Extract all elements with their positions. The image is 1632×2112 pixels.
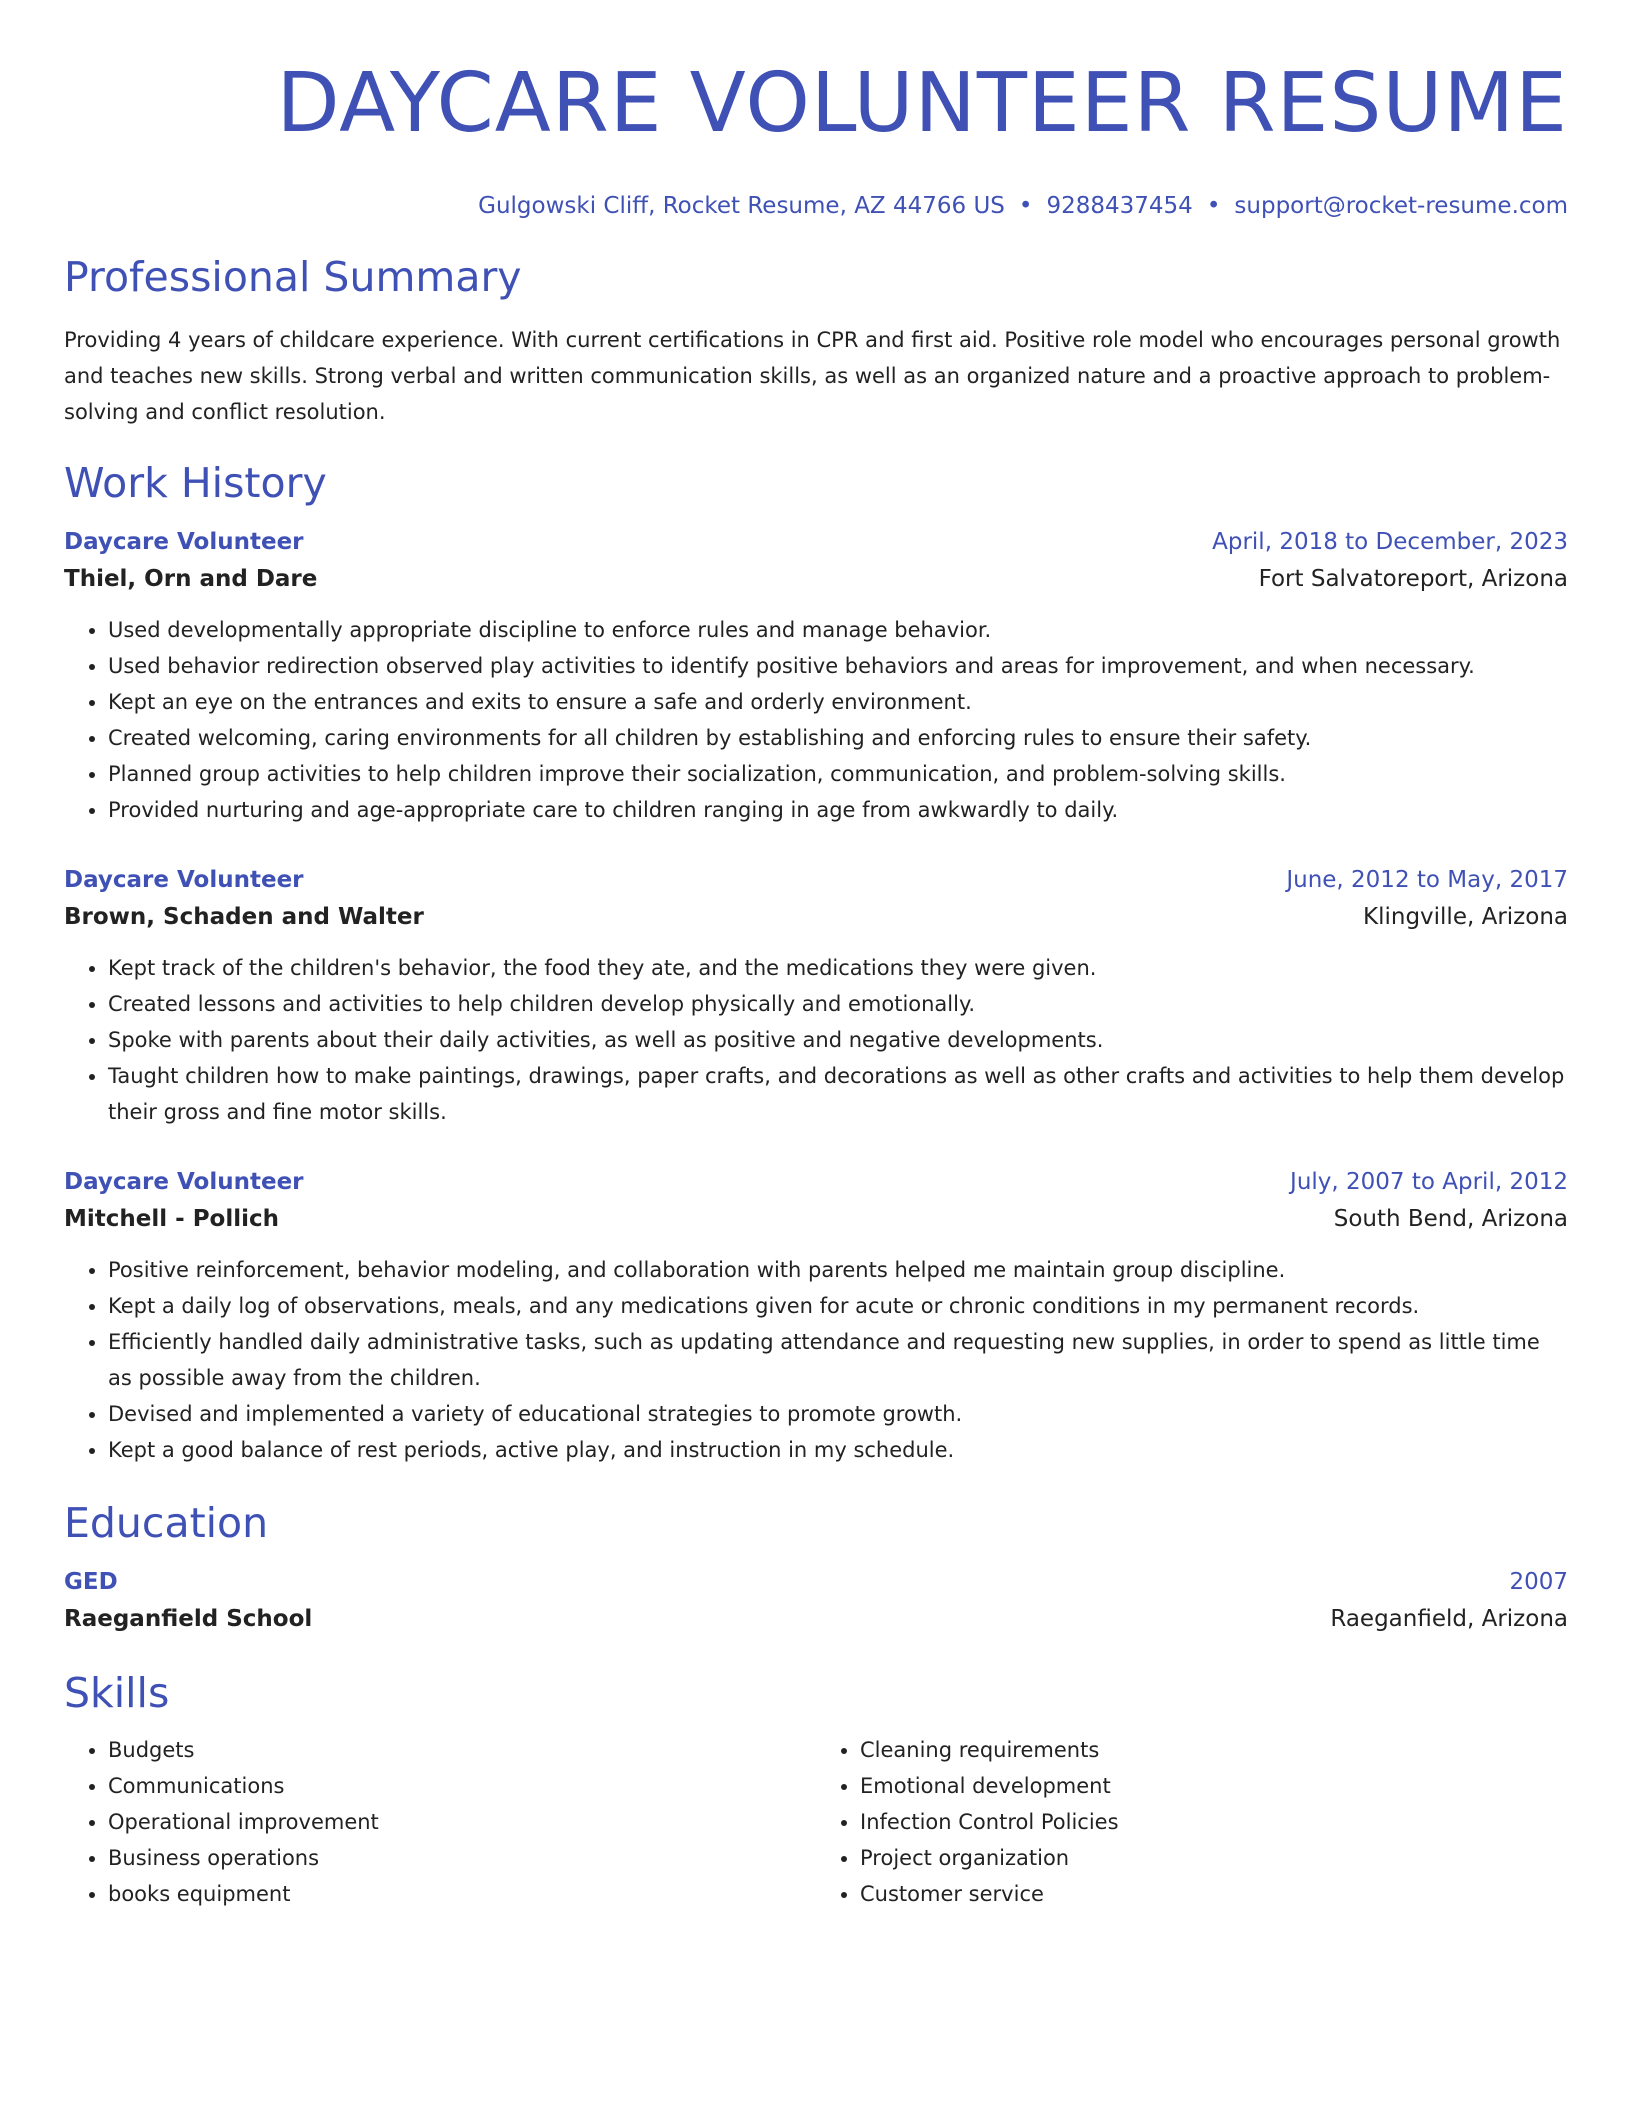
- skills-column-left: [64, 1732, 816, 1912]
- job-entry: [64, 524, 1568, 828]
- job-bullet: • Used behavior redirection observed play activities to identify positive behaviors and areas for improvement, and when necessary.: [108, 648, 1568, 684]
- job-bullet: • Kept a daily log of observations, meals, and any medications given for acute or chronic conditions in my permanent records.: [108, 1288, 1568, 1324]
- job-bullet: • Planned group activities to help children improve their socialization, communication, and problem-solving skills.: [108, 756, 1568, 792]
- contact-line: [64, 190, 1568, 222]
- job-employer: Thiel, Orn and Dare: [64, 566, 318, 592]
- resume-title: DAYCARE VOLUNTEER RESUME: [276, 56, 1568, 151]
- job-location: South Bend, Arizona: [1333, 1206, 1568, 1232]
- summary-heading: Professional Summary: [64, 253, 522, 301]
- skill-item: • Budgets: [108, 1732, 816, 1768]
- education-entry: [64, 1564, 1568, 1638]
- job-location: Fort Salvatoreport, Arizona: [1258, 566, 1568, 592]
- skill-item: • Communications: [108, 1768, 816, 1804]
- job-location: Klingville, Arizona: [1363, 904, 1568, 930]
- job-bullet: • Positive reinforcement, behavior modeling, and collaboration with parents helped me maintain group discipline.: [108, 1252, 1568, 1288]
- job-bullets: [64, 950, 1568, 1130]
- work-history-heading: Work History: [64, 459, 327, 507]
- job-bullet: • Created welcoming, caring environments for all children by establishing and enforcing rules to ensure their safety.: [108, 720, 1568, 756]
- education-year: 2007: [1509, 1569, 1568, 1595]
- skills-column-right: [816, 1732, 1568, 1912]
- job-bullet: • Used developmentally appropriate discipline to enforce rules and manage behavior.: [108, 612, 1568, 648]
- contact-separator: •: [1018, 193, 1033, 219]
- job-bullet: • Created lessons and activities to help children develop physically and emotionally.: [108, 986, 1568, 1022]
- job-title: Daycare Volunteer: [64, 867, 304, 893]
- contact-separator: •: [1206, 193, 1221, 219]
- skill-item: • Business operations: [108, 1840, 816, 1876]
- job-bullet: • Efficiently handled daily administrative tasks, such as updating attendance and requesting new supplies, in order to spend as little time as possible away from the children.: [108, 1324, 1568, 1396]
- job-entry: [64, 862, 1568, 1130]
- job-entry: [64, 1164, 1568, 1468]
- job-bullet: • Provided nurturing and age-appropriate care to children ranging in age from awkwardly to daily.: [108, 792, 1568, 828]
- education-school: Raeganfield School: [64, 1606, 313, 1632]
- job-bullet: • Kept track of the children's behavior, the food they ate, and the medications they were given.: [108, 950, 1568, 986]
- job-employer: Mitchell - Pollich: [64, 1206, 280, 1232]
- education-heading: Education: [64, 1499, 269, 1547]
- contact-phone: 9288437454: [1046, 193, 1193, 219]
- skill-item: • Cleaning requirements: [860, 1732, 1568, 1768]
- job-bullet: • Kept an eye on the entrances and exits to ensure a safe and orderly environment.: [108, 684, 1568, 720]
- skill-item: • Customer service: [860, 1876, 1568, 1912]
- summary-text: Providing 4 years of childcare experience. With current certifications in CPR and first aid. Positive role model who encourages personal growth and teaches new skills. Strong verbal and written communication skills, as well as an organized nature and a proactive approach to problem-solving and conflict resolution.: [64, 328, 1561, 424]
- job-bullet: • Spoke with parents about their daily activities, as well as positive and negative developments.: [108, 1022, 1568, 1058]
- skill-item: • Project organization: [860, 1840, 1568, 1876]
- skills-heading: Skills: [64, 1669, 170, 1717]
- job-employer: Brown, Schaden and Walter: [64, 904, 424, 930]
- job-title: Daycare Volunteer: [64, 1169, 304, 1195]
- contact-email: support@rocket-resume.com: [1234, 193, 1568, 219]
- contact-address: Gulgowski Cliff, Rocket Resume, AZ 44766 US: [478, 193, 1005, 219]
- job-title: Daycare Volunteer: [64, 529, 304, 555]
- education-degree: GED: [64, 1569, 118, 1595]
- education-location: Raeganfield, Arizona: [1330, 1606, 1568, 1632]
- job-bullets: [64, 1252, 1568, 1468]
- job-bullet: • Kept a good balance of rest periods, active play, and instruction in my schedule.: [108, 1432, 1568, 1468]
- skill-item: • books equipment: [108, 1876, 816, 1912]
- skill-item: • Operational improvement: [108, 1804, 816, 1840]
- job-dates: April, 2018 to December, 2023: [1212, 529, 1568, 555]
- skills-list: [64, 1732, 1568, 1912]
- job-bullet: • Taught children how to make paintings, drawings, paper crafts, and decorations as well as other crafts and activities to help them develop their gross and fine motor skills.: [108, 1058, 1568, 1130]
- job-dates: July, 2007 to April, 2012: [1290, 1169, 1568, 1195]
- job-bullets: [64, 612, 1568, 828]
- skill-item: • Infection Control Policies: [860, 1804, 1568, 1840]
- job-bullet: • Devised and implemented a variety of educational strategies to promote growth.: [108, 1396, 1568, 1432]
- skill-item: • Emotional development: [860, 1768, 1568, 1804]
- job-dates: June, 2012 to May, 2017: [1286, 867, 1568, 893]
